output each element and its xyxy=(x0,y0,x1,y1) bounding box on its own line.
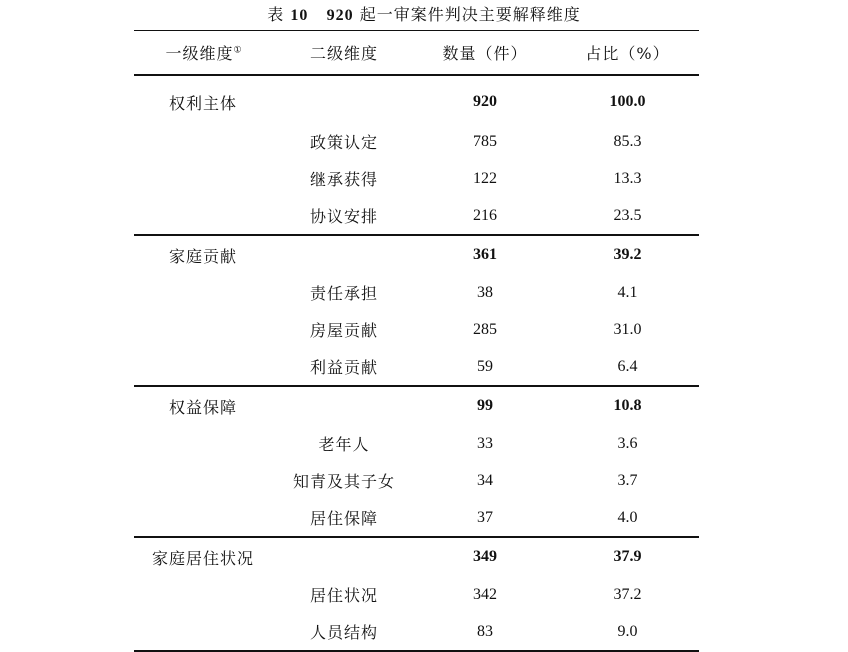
item-count: 83 xyxy=(414,613,556,651)
caption-count: 920 xyxy=(326,7,354,24)
item-row xyxy=(134,462,699,499)
caption-prefix: 表 xyxy=(267,5,285,24)
level2-dimension: 政策认定 xyxy=(309,133,378,152)
group-count: 361 xyxy=(473,246,497,263)
level2-dimension: 老年人 xyxy=(318,435,370,454)
group-row xyxy=(134,537,699,576)
level1-empty xyxy=(134,160,274,197)
level2-dimension: 人员结构 xyxy=(274,613,414,651)
level2-dimension: 知青及其子女 xyxy=(292,472,395,491)
table-body xyxy=(134,75,699,651)
group-share: 10.8 xyxy=(613,397,642,414)
item-share: 6.4 xyxy=(556,348,699,386)
item-share: 13.3 xyxy=(613,169,642,187)
item-row xyxy=(134,348,699,386)
item-count: 216 xyxy=(414,197,556,235)
item-count: 37 xyxy=(414,499,556,537)
data-table xyxy=(134,30,699,652)
level1-empty xyxy=(134,425,274,462)
item-count: 342 xyxy=(473,585,497,603)
item-count: 285 xyxy=(473,320,497,338)
caption-table-number: 10 xyxy=(290,7,309,24)
level1-empty xyxy=(134,274,274,311)
level2-empty xyxy=(274,537,414,576)
item-share: 85.3 xyxy=(613,132,642,150)
item-share: 23.5 xyxy=(556,197,699,235)
item-share: 31.0 xyxy=(613,320,642,338)
level1-dimension: 权利主体 xyxy=(169,93,238,113)
level1-dimension: 家庭贡献 xyxy=(169,246,238,266)
item-count: 38 xyxy=(477,283,493,301)
item-row xyxy=(134,274,699,311)
item-row xyxy=(134,576,699,613)
level1-empty xyxy=(134,499,274,537)
level1-dimension: 家庭居住状况 xyxy=(152,548,255,568)
group-share: 37.9 xyxy=(613,548,642,565)
item-share: 37.2 xyxy=(613,585,642,603)
item-count: 785 xyxy=(473,132,497,150)
level1-empty xyxy=(134,348,274,386)
item-count: 33 xyxy=(477,434,493,452)
header-level1: 一级维度① xyxy=(134,31,274,76)
level2-dimension: 责任承担 xyxy=(309,284,378,303)
level2-dimension: 协议安排 xyxy=(274,197,414,235)
item-row xyxy=(134,197,699,235)
item-share: 9.0 xyxy=(556,613,699,651)
level2-dimension: 居住保障 xyxy=(274,499,414,537)
level2-dimension: 房屋贡献 xyxy=(309,321,378,340)
level1-empty xyxy=(134,311,274,348)
group-share: 39.2 xyxy=(613,246,642,263)
item-count: 59 xyxy=(414,348,556,386)
item-row xyxy=(134,123,699,160)
level2-dimension: 继承获得 xyxy=(309,170,378,189)
dimension-table xyxy=(134,30,699,652)
level1-empty xyxy=(134,123,274,160)
header-share: 占比（%） xyxy=(556,31,699,76)
caption-title: 起一审案件判决主要解释维度 xyxy=(359,5,581,24)
footnote-marker: ① xyxy=(233,45,243,56)
item-share: 3.7 xyxy=(617,471,638,489)
item-share: 3.6 xyxy=(617,434,638,452)
level2-dimension: 居住状况 xyxy=(309,586,378,605)
item-share: 4.0 xyxy=(556,499,699,537)
level1-empty xyxy=(134,462,274,499)
group-row xyxy=(134,235,699,274)
level2-empty xyxy=(274,386,414,425)
level2-empty xyxy=(274,75,414,123)
group-count: 920 xyxy=(473,93,497,110)
group-share: 100.0 xyxy=(609,93,646,110)
level1-empty xyxy=(134,576,274,613)
group-count: 349 xyxy=(473,548,497,565)
level1-empty xyxy=(134,197,274,235)
item-count: 34 xyxy=(477,471,493,489)
group-row xyxy=(134,386,699,425)
level2-dimension: 利益贡献 xyxy=(274,348,414,386)
level1-empty xyxy=(134,613,274,651)
group-count: 99 xyxy=(477,397,493,414)
item-row xyxy=(134,613,699,651)
item-row xyxy=(134,499,699,537)
item-share: 4.1 xyxy=(617,283,638,301)
header-count: 数量（件） xyxy=(414,31,556,76)
header-row xyxy=(134,31,699,76)
header-level2: 二级维度 xyxy=(274,31,414,76)
item-row xyxy=(134,425,699,462)
group-row xyxy=(134,75,699,123)
level1-dimension: 权益保障 xyxy=(169,397,238,417)
item-row xyxy=(134,160,699,197)
item-count: 122 xyxy=(473,169,497,187)
table-caption xyxy=(0,4,848,27)
level2-empty xyxy=(274,235,414,274)
item-row xyxy=(134,311,699,348)
